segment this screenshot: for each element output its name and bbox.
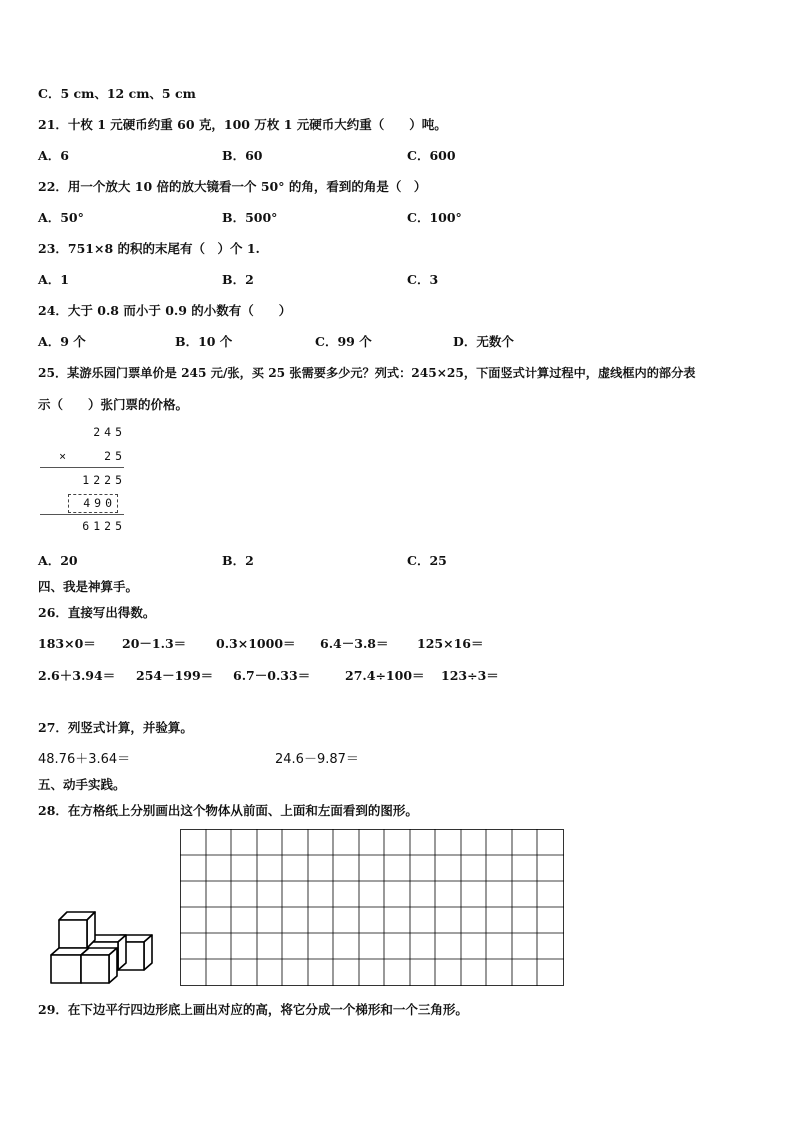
calc-item: 125×16＝: [417, 636, 484, 651]
question-28: 28．在方格纸上分别画出这个物体从前面、上面和左面看到的图形。: [38, 803, 418, 818]
partial-product-1: 1225: [82, 473, 126, 487]
question-22: 22．用一个放大 10 倍的放大镜看一个 50° 的角，看到的角是（ ）: [38, 179, 427, 194]
q22-option-c: C．100°: [407, 210, 462, 225]
grid-paper[interactable]: [180, 829, 565, 987]
q23-option-b: B．2: [222, 272, 254, 287]
calc-item: 0.3×1000＝: [216, 636, 296, 651]
section-5-title: 五、动手实践。: [38, 777, 126, 792]
multiplier: 25: [104, 449, 126, 463]
calc-line-2: [40, 514, 124, 515]
question-26: 26．直接写出得数。: [38, 605, 156, 620]
question-25-line2: 示（ ）张门票的价格。: [38, 397, 189, 412]
q24-option-c: C．99 个: [315, 334, 372, 349]
q25-option-b: B．2: [222, 553, 254, 568]
q23-option-c: C．3: [407, 272, 439, 287]
section-4-title: 四、我是神算手。: [38, 579, 139, 594]
partial-product-2: 490: [83, 496, 116, 510]
calc-item: 183×0＝: [38, 636, 96, 651]
vertical-calc-item: 24.6－9.87＝: [275, 752, 359, 767]
q24-option-a: A．9 个: [38, 334, 86, 349]
q24-option-b: B．10 个: [175, 334, 233, 349]
calc-item: 20－1.3＝: [122, 636, 187, 651]
multiplicand: 245: [93, 425, 126, 439]
q22-option-a: A．50°: [38, 210, 84, 225]
calc-item: 254－199＝: [136, 668, 214, 683]
times-sign: ×: [59, 449, 66, 463]
cube-figure: [46, 908, 158, 986]
calc-item: 2.6＋3.94＝: [38, 668, 116, 683]
question-27: 27．列竖式计算，并验算。: [38, 720, 193, 735]
calc-line-1: [40, 467, 124, 468]
calc-item: 6.7－0.33＝: [233, 668, 311, 683]
q25-option-c: C．25: [407, 553, 447, 568]
q21-option-c: C．600: [407, 148, 456, 163]
q21-option-b: B．60: [222, 148, 263, 163]
calc-item: 27.4÷100＝: [345, 668, 425, 683]
vertical-calc-item: 48.76＋3.64＝: [38, 752, 131, 767]
product: 6125: [82, 519, 126, 533]
calc-item: 6.4－3.8＝: [320, 636, 389, 651]
q21-option-a: A．6: [38, 148, 69, 163]
q22-option-b: B．500°: [222, 210, 278, 225]
question-23: 23．751×8 的积的末尾有（ ）个 1.: [38, 241, 260, 256]
q23-option-a: A．1: [38, 272, 69, 287]
question-29: 29．在下边平行四边形底上画出对应的高，将它分成一个梯形和一个三角形。: [38, 1002, 468, 1017]
option-20-c: C．5 cm、12 cm、5 cm: [38, 86, 196, 101]
question-25-line1: 25．某游乐园门票单价是 245 元/张，买 25 张需要多少元？列式：245×25，下面竖式计算过程中，虚线框内的部分表: [38, 366, 696, 380]
q24-option-d: D．无数个: [453, 334, 514, 349]
question-21: 21．十枚 1 元硬币约重 60 克，100 万枚 1 元硬币大约重（ ）吨。: [38, 117, 447, 132]
question-24: 24．大于 0.8 而小于 0.9 的小数有（ ）: [38, 303, 292, 318]
q25-option-a: A．20: [38, 553, 78, 568]
calc-item: 123÷3＝: [441, 668, 499, 683]
